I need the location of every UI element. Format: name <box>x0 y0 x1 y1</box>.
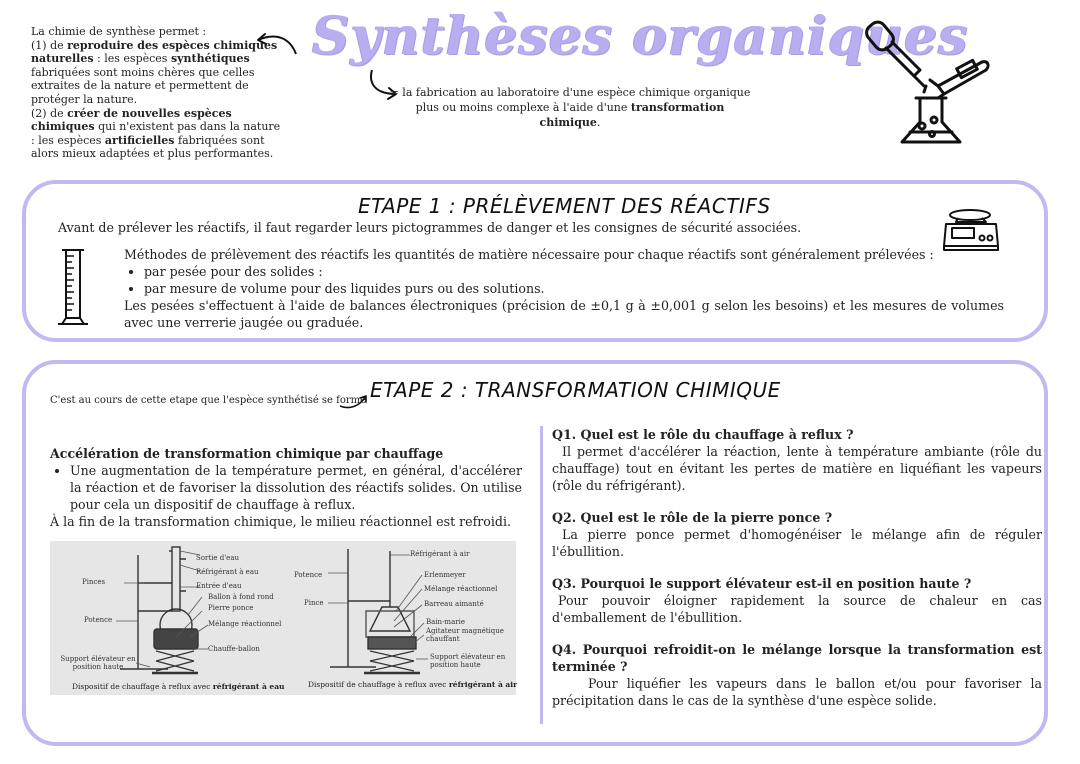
list-item: • par pesée pour des solides : <box>144 263 1004 280</box>
step2-note: C'est au cours de cette etape que l'espèce synthétisé se forme <box>50 395 367 406</box>
figure-label: Barreau aimanté <box>424 600 484 608</box>
figure-caption-right: Dispositif de chauffage à reflux avec réfrigérant à air <box>308 680 518 689</box>
answer-4: Pour liquéfier les vapeurs dans le ballon et/ou pour favoriser la précipitation dans le cas de la synthèse d'une espèce solide. <box>552 676 1042 708</box>
reflux-apparatus-figure <box>50 541 516 695</box>
page-title: Synthèses organiques <box>312 6 969 67</box>
list-item: • par mesure de volume pour des liquides purs ou des solutions. <box>144 280 1004 297</box>
figure-label: Réfrigérant à eau <box>196 568 259 576</box>
figure-label: Agitateur magnétique chauffant <box>426 627 504 643</box>
qa-section <box>540 426 1042 724</box>
acceleration-section <box>50 445 522 530</box>
question-3: Q3. Pourquoi le support élévateur est-il en position haute ? <box>552 576 972 591</box>
figure-label: Réfrigérant à air <box>410 550 470 558</box>
step1-methods <box>124 246 1004 331</box>
answer-3: Pour pouvoir éloigner rapidement la source de chaleur en cas d'emballement de l'ébullition. <box>552 593 1042 625</box>
acceleration-heading: Accélération de transformation chimique par chauffage <box>50 446 444 461</box>
small-curved-arrow-icon <box>338 392 370 412</box>
figure-label: Pinces <box>82 578 106 586</box>
figure-label: Erlenmeyer <box>424 571 466 579</box>
figure-label: Ballon à fond rond <box>208 593 274 601</box>
methods-intro: Méthodes de prélèvement des réactifs les quantités de matière nécessaire pour chaque réactifs sont généralement prélevées : <box>124 247 934 262</box>
intro-line1: La chimie de synthèse permet : <box>31 25 207 38</box>
figure-label: Pince <box>304 599 324 607</box>
curved-arrow-left-icon <box>252 28 300 58</box>
figure-label: Potence <box>294 571 323 579</box>
step2-title: ETAPE 2 : TRANSFORMATION CHIMIQUE <box>370 378 781 402</box>
intro-point2: (2) de créer de nouvelles espèces chimiques qui n'existent pas dans la nature : les espèces artificielles fabriquées sont alors mieux adaptées et plus performantes. <box>31 106 281 161</box>
definition-text: = la fabrication au laboratoire d'une espèce chimique organique plus ou moins complexe à l'aide d'une transformation chimique. <box>389 86 751 129</box>
figure-label: Chauffe-ballon <box>208 645 260 653</box>
figure-label: Potence <box>84 616 113 624</box>
acceleration-closing: À la fin de la transformation chimique, le milieu réactionnel est refroidi. <box>50 514 511 529</box>
methods-list <box>124 263 1004 297</box>
list-item: • Une augmentation de la température permet, en général, d'accélérer la réaction et de favoriser la dissolution des réactifs solides. On utilise pour cela un dispositif de chauffage à reflux. <box>70 462 522 513</box>
step1-intro: Avant de prélever les réactifs, il faut regarder leurs pictogrammes de danger et les consignes de sécurité associées. <box>58 220 802 235</box>
answer-2: La pierre ponce permet d'homogénéiser le mélange afin de réguler l'ébullition. <box>552 527 1042 559</box>
figure-label: Support élévateur en position haute <box>430 653 506 669</box>
acceleration-list <box>50 462 522 513</box>
figure-label: Mélange réactionnel <box>208 620 282 628</box>
question-1: Q1. Quel est le rôle du chauffage à reflux ? <box>552 427 854 442</box>
answer-1: Il permet d'accélérer la réaction, lente à température ambiante (rôle du chauffage) tout en évitant les pertes de matière en liquéfiant les vapeurs (rôle du réfrigérant). <box>552 444 1042 493</box>
step1-title: ETAPE 1 : PRÉLÈVEMENT DES RÉACTIFS <box>358 194 771 218</box>
pipette-flask-icon <box>862 14 992 154</box>
figure-label: Pierre ponce <box>208 604 254 612</box>
question-2: Q2. Quel est le rôle de la pierre ponce ? <box>552 510 833 525</box>
graduated-cylinder-icon <box>54 246 94 330</box>
intro-point1: (1) de reproduire des espèces chimiques naturelles : les espèces synthétiques fabriquées sont moins chères que celles extraites de la nature et permettent de protéger la nature. <box>31 38 278 106</box>
figure-label: Entrée d'eau <box>196 582 242 590</box>
figure-label: Support élévateur en position haute <box>60 655 136 671</box>
question-4: Q4. Pourquoi refroidit-on le mélange lorsque la transformation est terminée ? <box>552 642 1042 674</box>
figure-label: Bain-marie <box>426 618 465 626</box>
methods-conclusion: Les pesées s'effectuent à l'aide de balances électroniques (précision de ±0,1 g à ±0,001 g selon les besoins) et les mesures de volumes avec une verrerie jaugée ou graduée. <box>124 298 1004 330</box>
intro-text <box>31 25 281 161</box>
figure-label: Sortie d'eau <box>196 554 240 562</box>
figure-caption-left: Dispositif de chauffage à reflux avec réfrigérant à eau <box>72 682 285 691</box>
figure-label: Mélange réactionnel <box>424 585 498 593</box>
